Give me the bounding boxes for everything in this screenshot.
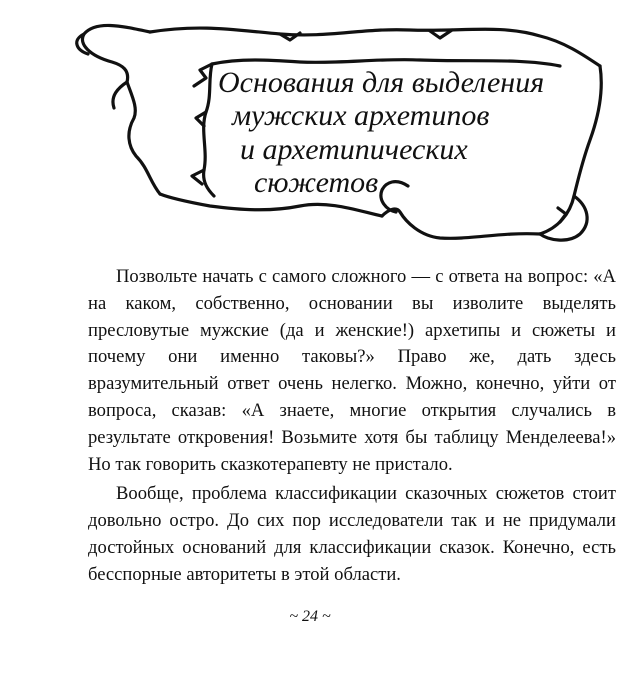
heading-line-3: и архетипических [240,133,468,166]
heading-line-1: Основания для выделения [218,66,545,99]
page-number: ~ 24 ~ [289,608,331,625]
paragraph-1: Позвольте начать с самого сложного — с ответа на вопрос: «А на каком, собственно, основании вы изволите выделять пресловутые мужские (да и женские!) архетипы и сюжеты и почему они именно таковы?» Право же, дать здесь вразумительный ответ очень нелегко. Можно, конечно, уйти от вопроса, сказав: «А знаете, многие открытия случались в результате откровения! Возьмите хотя бы таблицу Менделеева!» Но так говорить сказкотерапевту не пристало. [88,266,616,475]
paragraph-2: Вообще, проблема классификации сказочных сюжетов стоит довольно остро. До сих пор исследователи так и не придумали достойных оснований для классификации сказок. Конечно, есть бесспорные авторитеты в этой области. [88,483,616,585]
body-text [88,264,616,589]
scroll-banner [0,0,620,255]
heading-line-2: мужских архетипов [232,99,490,132]
heading-line-4: сюжетов [254,166,379,199]
